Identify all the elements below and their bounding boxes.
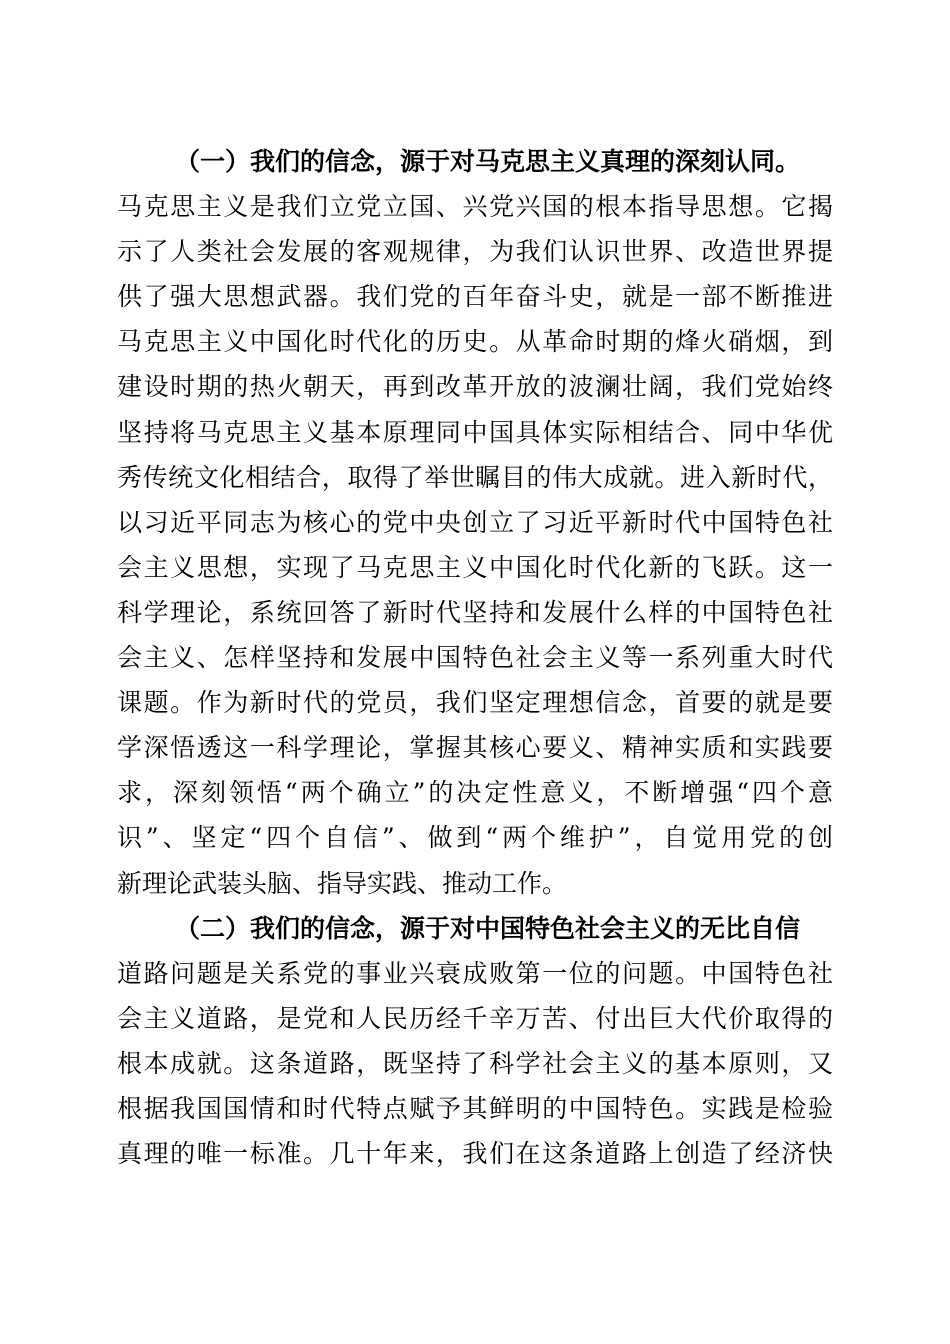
paragraph-line: 供了强大思想武器。我们党的百年奋斗史，就是一部不断推进 bbox=[117, 282, 833, 312]
paragraph-line: 科学理论，系统回答了新时代坚持和发展什么样的中国特色社 bbox=[117, 597, 833, 627]
section-heading-2: （二）我们的信念，源于对中国特色社会主义的无比自信 bbox=[175, 913, 801, 943]
paragraph-line: 真理的唯一标准。几十年来，我们在这条道路上创造了经济快 bbox=[117, 1139, 833, 1169]
paragraph-line: 根本成就。这条道路，既坚持了科学社会主义的基本原则，又 bbox=[117, 1048, 833, 1078]
paragraph-line: 会主义、怎样坚持和发展中国特色社会主义等一系列重大时代 bbox=[117, 643, 833, 673]
paragraph-line-last: 新理论武装头脑、指导实践、推动工作。 bbox=[117, 868, 568, 898]
paragraph-line: 道路问题是关系党的事业兴衰成败第一位的问题。中国特色社 bbox=[117, 958, 833, 988]
paragraph-line: 秀传统文化相结合，取得了举世瞩目的伟大成就。进入新时代， bbox=[117, 462, 833, 492]
paragraph-line: 坚持将马克思主义基本原理同中国具体实际相结合、同中华优 bbox=[117, 417, 833, 447]
paragraph-line: 根据我国国情和时代特点赋予其鲜明的中国特色。实践是检验 bbox=[117, 1093, 833, 1123]
paragraph-line: 课题。作为新时代的党员，我们坚定理想信念，首要的就是要 bbox=[117, 688, 833, 718]
paragraph-line: 求，深刻领悟“两个确立”的决定性意义，不断增强“四个意 bbox=[117, 778, 833, 808]
paragraph-line: 会主义思想，实现了马克思主义中国化时代化新的飞跃。这一 bbox=[117, 552, 833, 582]
paragraph-line: 马克思主义中国化时代化的历史。从革命时期的烽火硝烟，到 bbox=[117, 327, 833, 357]
paragraph-line: 识”、坚定“四个自信”、做到“两个维护”，自觉用党的创 bbox=[117, 823, 833, 853]
paragraph-line: 马克思主义是我们立党立国、兴党兴国的根本指导思想。它揭 bbox=[117, 192, 833, 222]
document-body bbox=[117, 139, 833, 1176]
paragraph-line: 学深悟透这一科学理论，掌握其核心要义、精神实质和实践要 bbox=[117, 733, 833, 763]
paragraph-line: 会主义道路，是党和人民历经千辛万苦、付出巨大代价取得的 bbox=[117, 1003, 833, 1033]
paragraph-line: 以习近平同志为核心的党中央创立了习近平新时代中国特色社 bbox=[117, 507, 833, 537]
section-heading-1: （一）我们的信念，源于对马克思主义真理的深刻认同。 bbox=[175, 147, 801, 176]
paragraph-line: 示了人类社会发展的客观规律，为我们认识世界、改造世界提 bbox=[117, 237, 833, 267]
paragraph-line: 建设时期的热火朝天，再到改革开放的波澜壮阔，我们党始终 bbox=[117, 372, 833, 402]
